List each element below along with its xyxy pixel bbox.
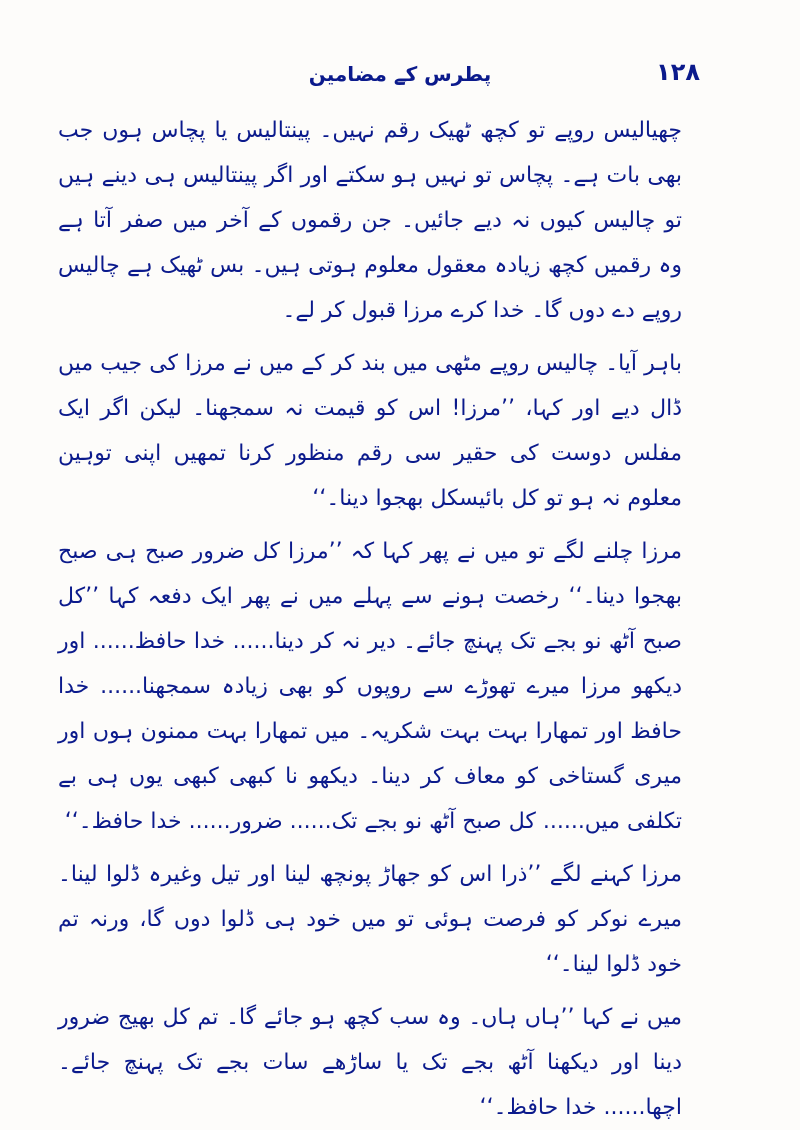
page-body bbox=[58, 108, 682, 1130]
page-number: ۱۲۸ bbox=[656, 58, 700, 86]
running-title: پطرس کے مضامین bbox=[308, 62, 492, 86]
page-header bbox=[0, 58, 800, 98]
paragraph-3: مرزا چلنے لگے تو میں نے پھر کہا کہ ’’مرزا کل ضرور صبح ہی صبح بھجوا دینا۔‘‘ رخصت ہونے سے پہلے میں نے پھر ایک دفعہ کہا ’’کل صبح آٹھ نو بجے تک پہنچ جائے۔ دیر نہ کر دینا...... خدا حافظ...... اور دیکھو مرزا میرے تھوڑے سے روپوں کو بھی زیادہ سمجھنا...... خدا حافظ اور تمھارا بہت بہت شکریہ۔ میں تمھارا بہت ممنون ہوں اور میری گستاخی کو معاف کر دینا۔ دیکھو نا کبھی کبھی یوں ہی بے تکلفی میں...... کل صبح آٹھ نو بجے تک...... ضرور...... خدا حافظ۔‘‘ bbox=[58, 539, 682, 834]
paragraph-1: چھیالیس روپے تو کچھ ٹھیک رقم نہیں۔ پینتالیس یا پچاس ہوں جب بھی بات ہے۔ پچاس تو نہیں ہو سکتے اور اگر پینتالیس ہی دینے ہیں تو چالیس کیوں نہ دیے جائیں۔ جن رقموں کے آخر میں صفر آتا ہے وہ رقمیں کچھ زیادہ معقول معلوم ہوتی ہیں۔ بس ٹھیک ہے چالیس روپے دے دوں گا۔ خدا کرے مرزا قبول کر لے۔ bbox=[58, 118, 682, 323]
paragraph-4: مرزا کہنے لگے ’’ذرا اس کو جھاڑ پونچھ لینا اور تیل وغیرہ ڈلوا لینا۔ میرے نوکر کو فرصت ہوئی تو میں خود ہی ڈلوا دوں گا، ورنہ تم خود ڈلوا لینا۔‘‘ bbox=[58, 862, 682, 977]
paragraph-2: باہر آیا۔ چالیس روپے مٹھی میں بند کر کے میں نے مرزا کی جیب میں ڈال دیے اور کہا، ’’مرزا! اس کو قیمت نہ سمجھنا۔ لیکن اگر ایک مفلس دوست کی حقیر سی رقم منظور کرنا تمھیں اپنی توہین معلوم نہ ہو تو کل بائیسکل بھجوا دینا۔‘‘ bbox=[58, 351, 682, 511]
paragraph-5: میں نے کہا ’’ہاں ہاں۔ وہ سب کچھ ہو جائے گا۔ تم کل بھیج ضرور دینا اور دیکھنا آٹھ بجے تک یا ساڑھے سات بجے تک پہنچ جائے۔ اچھا...... خدا حافظ۔‘‘ bbox=[58, 1005, 682, 1120]
